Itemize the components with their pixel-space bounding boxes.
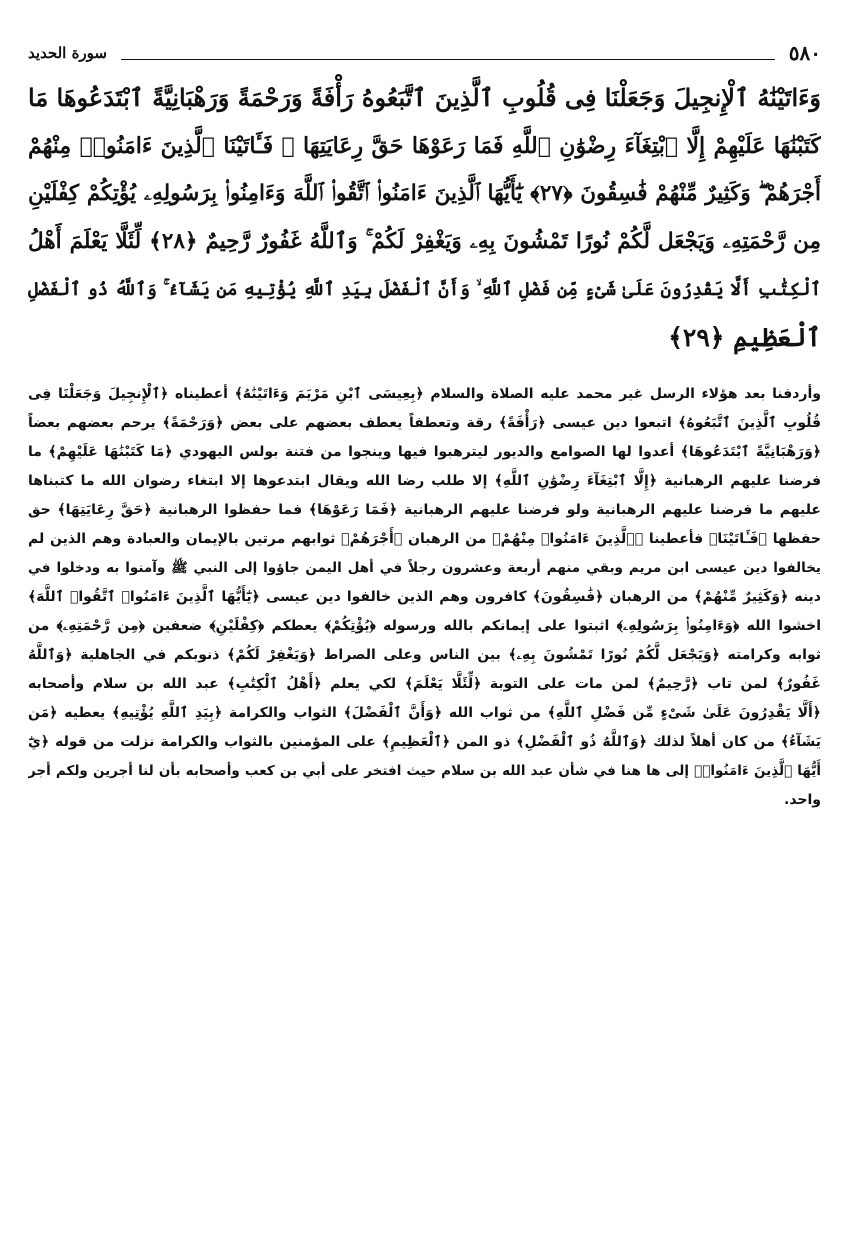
tafsir-line: يخالفوا دين عيسى ابن مريم وبقي منهم أربعة وعشرون رجلاً في أهل اليمن جاؤوا إلى النبي ﷺ وآمنوا به ودخلوا في (28, 560, 821, 576)
tafsir-line: ثوابه وكرامته ﴿وَيَجْعَل لَّكُمْ نُورًا تَمْشُونَ بِهِۦ﴾ بين الناس وعلى الصراط ﴿وَيَغْفِرْ لَكُمْ﴾ ذنوبكم في الجاهلية ﴿وَٱللَّهُ (28, 647, 821, 663)
tafsir-line: غَفُورٌ﴾ لمن تاب ﴿رَّحِيمٌ﴾ لمن مات على التوبة ﴿لِّئَلَّا يَعْلَمَ﴾ لكي يعلم ﴿أَهْلُ ٱلْكِتَٰبِ﴾ عبد الله بن سلام وأصحابه (28, 676, 821, 692)
tafsir-line: أَيُّهَا ٱلَّذِينَ ءَامَنُوا۟﴾ إلى ها هنا في شأن عبد الله بن سلام حيث افتخر على أبي بن كعب وأصحابه بأن لنا أجرين ولكم أجر (28, 763, 821, 779)
tafsir-line: قُلُوبِ ٱلَّذِينَ ٱتَّبَعُوهُ﴾ اتبعوا دين عيسى ﴿رَأْفَةً﴾ رقة وتعطفاً يعطف بعضهم على بعض ﴿وَرَحْمَةً﴾ يرحم بعضهم بعضاً (28, 415, 821, 431)
tafsir-line: دينه ﴿وَكَثِيرٌ مِّنْهُمْ﴾ من الرهبان ﴿فَٰسِقُونَ﴾ كافرون وهم الذين خالفوا دين عيسى ﴿يَٰٓأَيُّهَا ٱلَّذِينَ ءَامَنُوا۟ ٱتَّقُوا۟ ٱللَّهَ﴾ (28, 589, 821, 605)
surah-name: سورة الحديد (28, 44, 107, 62)
tafsir-line: وأردفنا بعد هؤلاء الرسل غير محمد عليه الصلاة والسلام ﴿بِعِيسَى ٱبْنِ مَرْيَمَ وَءَاتَيْنَٰهُ﴾ أعطيناه ﴿ٱلْإِنجِيلَ وَجَعَلْنَا فِى (28, 386, 821, 402)
quran-line: ٱلْكِتَٰبِ أَلَّا يَقْدِرُونَ عَلَىٰ شَىْءٍ مِّن فَضْلِ ٱللَّهِ ۙ وَأَنَّ ٱلْفَضْلَ بِيَدِ ٱللَّهِ يُؤْتِيهِ مَن يَشَآءُ ۚ وَٱللَّهُ ذُو ٱلْفَضْلِ (28, 279, 821, 300)
tafsir-line: عليهم ما فرضنا عليهم الرهبانية ولو فرضنا عليهم الرهبانية ﴿فَمَا رَعَوْهَا﴾ فما حفظوا الرهبانية ﴿حَقَّ رِعَايَتِهَا﴾ حق (28, 502, 821, 518)
quran-line: أَجْرَهُمْ ۖ وَكَثِيرٌ مِّنْهُمْ فَٰسِقُونَ ﴿٢٧﴾ يَٰٓأَيُّهَا ٱلَّذِينَ ءَامَنُوا۟ ٱتَّقُوا۟ ٱللَّهَ وَءَامِنُوا۟ بِرَسُولِهِۦ يُؤْتِكُمْ كِفْلَيْنِ (28, 181, 821, 206)
tafsir-line: حفظها ﴿فَـَٔاتَيْنَا﴾ فأعطينا ﴿ٱلَّذِينَ ءَامَنُوا۟ مِنْهُمْ﴾ من الرهبان ﴿أَجْرَهُمْ﴾ ثوابهم مرتين بالإيمان والعبادة وهم الذين لم (28, 531, 821, 547)
tafsir-line: يَشَآءُ﴾ من كان أهلاً لذلك ﴿وَٱللَّهُ ذُو ٱلْفَضْلِ﴾ ذو المن ﴿ٱلْعَظِيمِ﴾ على المؤمنين بالثواب والكرامة نزلت من قوله ﴿يَٰٓ (28, 734, 821, 750)
tafsir-text-block (28, 380, 821, 815)
quran-text-block (28, 74, 821, 374)
quran-line: وَءَاتَيْنَٰهُ ٱلْإِنجِيلَ وَجَعَلْنَا فِى قُلُوبِ ٱلَّذِينَ ٱتَّبَعُوهُ رَأْفَةً وَرَحْمَةً وَرَهْبَانِيَّةً ٱبْتَدَعُوهَا مَا (28, 83, 821, 112)
quran-line: ٱلْعَظِيمِ ﴿٢٩﴾ (668, 323, 821, 352)
tafsir-line: فرضنا عليهم الرهبانية ﴿إِلَّا ٱبْتِغَآءَ رِضْوَٰنِ ٱللَّهِ﴾ إلا طلب رضا الله ويقال ابتدعوها إلا ابتغاء رضوان الله ما كتبناها (28, 473, 821, 489)
quran-line: كَتَبْنَٰهَا عَلَيْهِمْ إِلَّا ٱبْتِغَآءَ رِضْوَٰنِ ٱللَّهِ فَمَا رَعَوْهَا حَقَّ رِعَايَتِهَا ۖ فَـَٔاتَيْنَا ٱلَّذِينَ ءَامَنُوا۟ مِنْهُمْ (28, 133, 821, 159)
tafsir-line: ﴿وَرَهْبَانِيَّةً ٱبْتَدَعُوهَا﴾ أعدوا لها الصوامع والديور ليترهبوا فيها وينجوا من فتنة بولس اليهودي ﴿مَا كَتَبْنَٰهَا عَلَيْهِمْ﴾ ما (28, 444, 821, 460)
tafsir-line: اخشوا الله ﴿وَءَامِنُوا۟ بِرَسُولِهِۦ﴾ اثبتوا على إيمانكم بالله ورسوله ﴿يُؤْتِكُمْ﴾ يعطكم ﴿كِفْلَيْنِ﴾ ضعفين ﴿مِن رَّحْمَتِهِۦ﴾ من (28, 618, 821, 634)
tafsir-line: واحد. (784, 792, 821, 808)
page-header (28, 40, 821, 66)
page-number: ٥٨٠ (788, 41, 821, 65)
quran-line: مِن رَّحْمَتِهِۦ وَيَجْعَل لَّكُمْ نُورًا تَمْشُونَ بِهِۦ وَيَغْفِرْ لَكُمْ ۚ وَٱللَّهُ غَفُورٌ رَّحِيمٌ ﴿٢٨﴾ لِّئَلَّا يَعْلَمَ أَهْلُ (28, 229, 821, 254)
header-rule (121, 59, 775, 60)
tafsir-line: ﴿أَلَّا يَقْدِرُونَ عَلَىٰ شَىْءٍ مِّن فَضْلِ ٱللَّهِ﴾ من ثواب الله ﴿وَأَنَّ ٱلْفَضْلَ﴾ الثواب والكرامة ﴿بِيَدِ ٱللَّهِ يُؤْتِيهِ﴾ يعطيه ﴿مَن (28, 705, 821, 721)
